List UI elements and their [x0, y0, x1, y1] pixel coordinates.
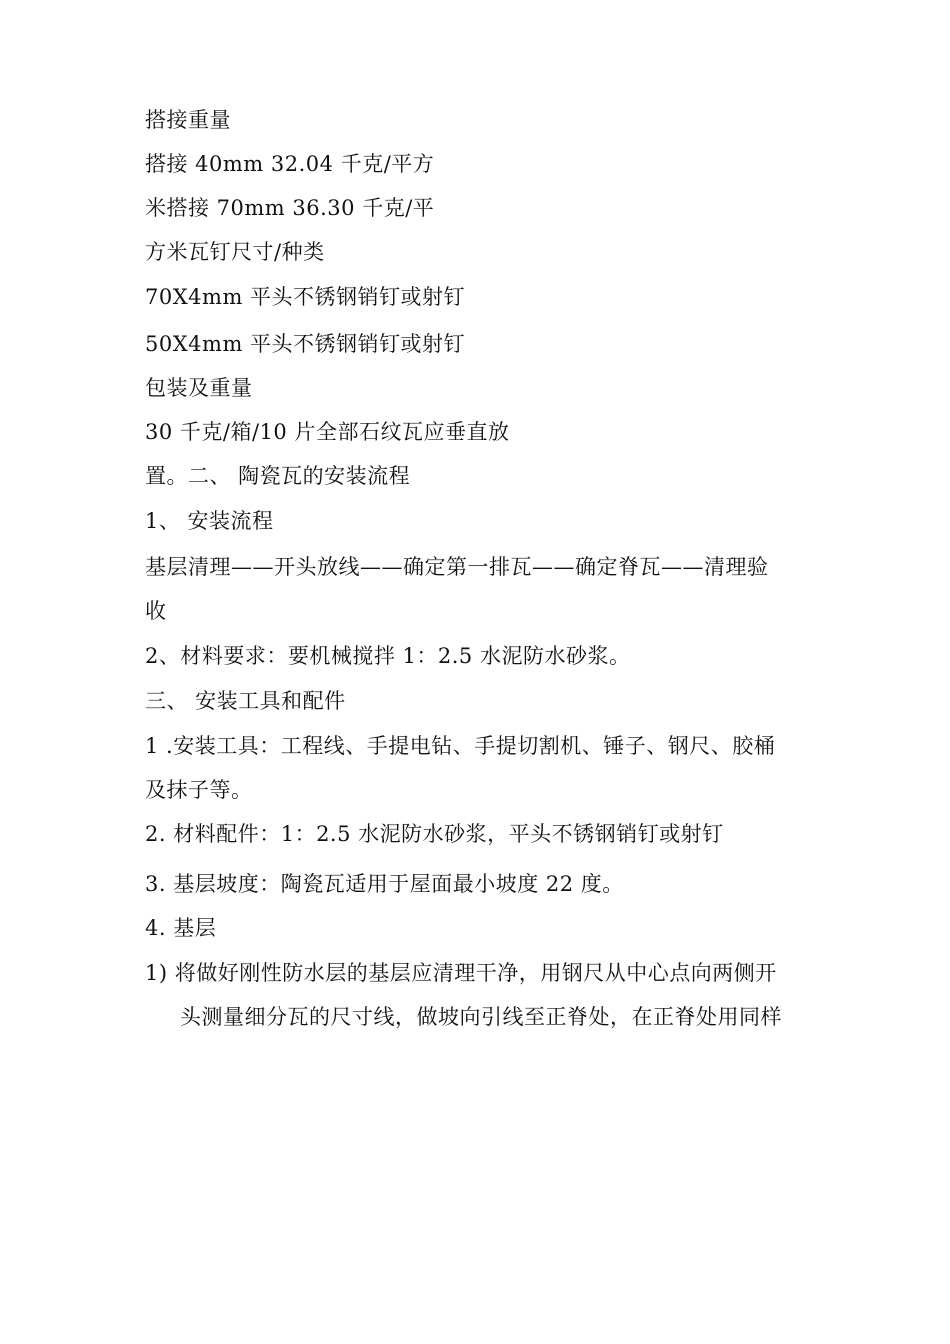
text-line-overlap-40mm: 搭接 40mm 32.04 千克/平方: [145, 152, 435, 176]
text-line-tools-cont: 及抹子等。: [145, 778, 253, 802]
text-line-nail-70x4: 70X4mm 平头不锈钢销钉或射钉: [145, 285, 466, 309]
text-line-install-process-heading: 1、 安装流程: [145, 509, 274, 533]
text-line-material-requirements: 2、材料要求：要机械搅拌 1：2.5 水泥防水砂浆。: [145, 644, 631, 668]
text-line-overlap-70mm: 米搭接 70mm 36.30 千克/平: [145, 196, 435, 220]
text-line-tools: 1 .安装工具：工程线、手提电钻、手提切割机、锤子、钢尺、胶桶: [145, 734, 776, 758]
text-line-section-three-title: 三、 安装工具和配件: [145, 689, 346, 713]
text-line-section-two-title: 置。二、 陶瓷瓦的安装流程: [145, 464, 411, 488]
text-line-base-slope: 3. 基层坡度：陶瓷瓦适用于屋面最小坡度 22 度。: [145, 872, 624, 896]
text-line-process-steps: 基层清理——开头放线——确定第一排瓦——确定脊瓦——清理验: [145, 555, 769, 579]
text-line-nail-50x4: 50X4mm 平头不锈钢销钉或射钉: [145, 332, 466, 356]
text-line-base-item-1-cont: 头测量细分瓦的尺寸线，做坡向引线至正脊处，在正脊处用同样: [180, 1005, 782, 1029]
text-line-overlap-weight-heading: 搭接重量: [145, 108, 231, 132]
text-line-base-item-1: 1) 将做好刚性防水层的基层应清理干净，用钢尺从中心点向两侧开: [145, 961, 777, 985]
text-line-base-heading: 4. 基层: [145, 916, 217, 940]
text-line-process-steps-cont: 收: [145, 599, 167, 623]
text-line-nail-size-heading: 方米瓦钉尺寸/种类: [145, 240, 325, 264]
text-line-material-accessories: 2. 材料配件：1：2.5 水泥防水砂浆，平头不锈钢销钉或射钉: [145, 822, 724, 846]
text-line-packaging-heading: 包装及重量: [145, 376, 253, 400]
text-line-packaging-detail: 30 千克/箱/10 片全部石纹瓦应垂直放: [145, 420, 510, 444]
